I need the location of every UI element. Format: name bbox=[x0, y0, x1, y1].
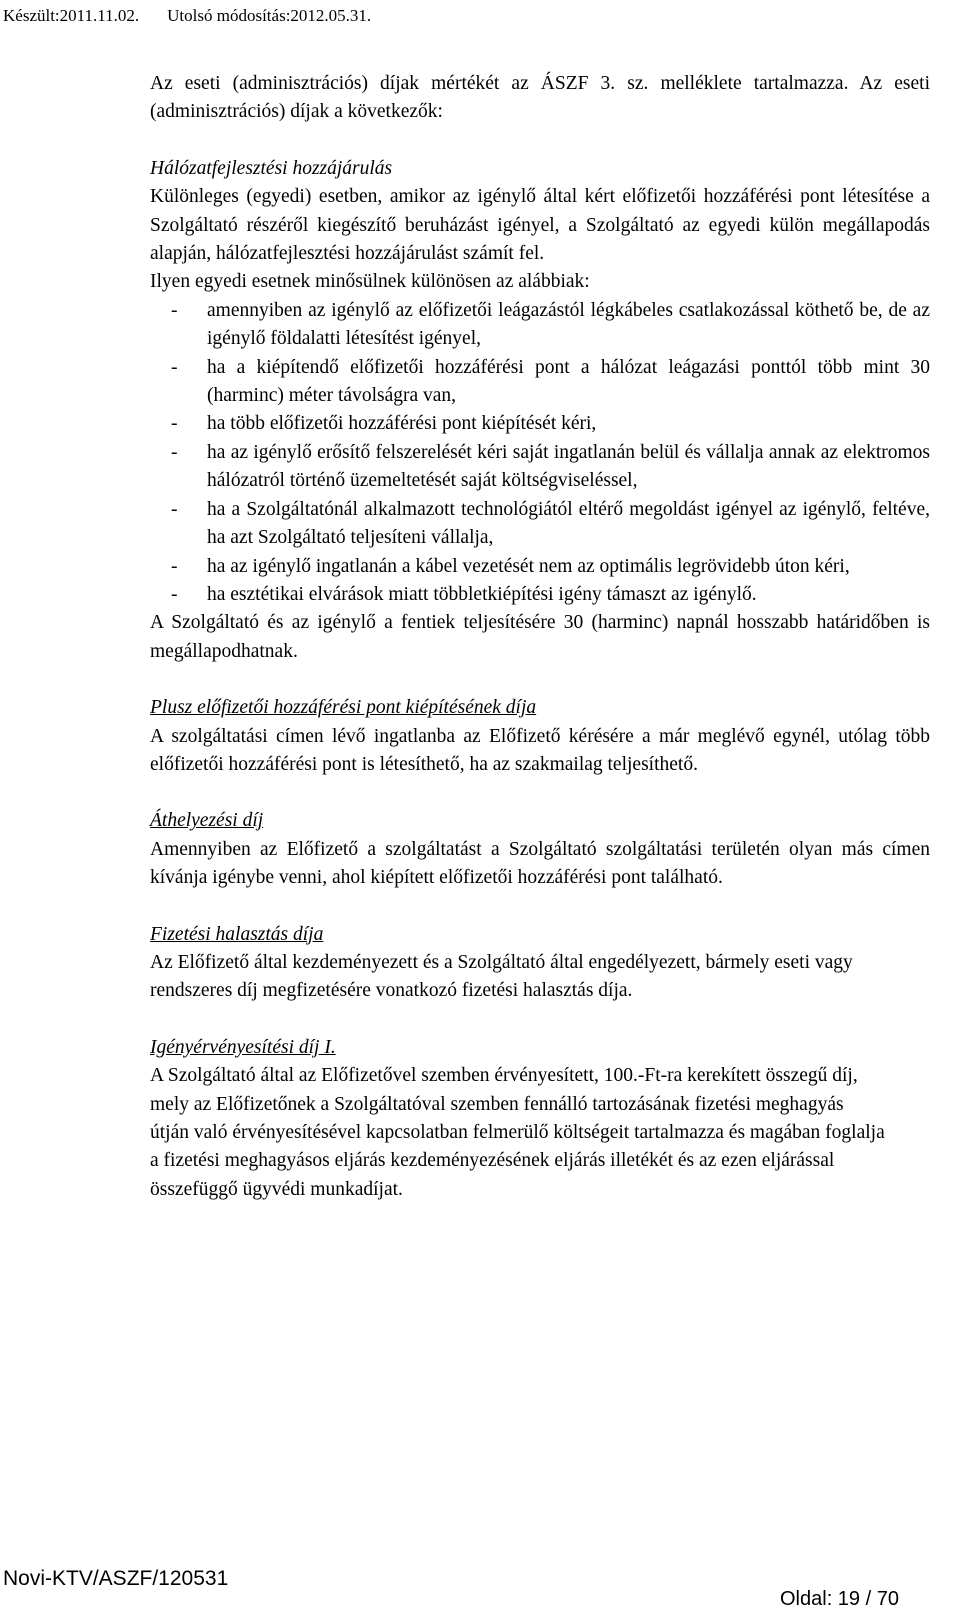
section-paragraph: Amennyiben az Előfizető a szolgáltatást a Szolgáltató szolgáltatási területén olyan más címen kívánja igénybe venni, ahol kiépített előfizetői hozzáférési pont található. bbox=[150, 838, 930, 889]
section-line: összefüggő ügyvédi munkadíjat. bbox=[150, 1178, 403, 1200]
list-item: - ha az igénylő ingatlanán a kábel vezetését nem az optimális legrövidebb úton kéri, bbox=[150, 553, 930, 581]
section-line: A Szolgáltató által az Előfizetővel szemben érvényesített, 100.-Ft-ra kerekített összegű díj, bbox=[150, 1065, 858, 1087]
section-title-payment-deferral: Fizetési halasztás díja bbox=[150, 923, 324, 945]
list-item: - ha az igénylő erősítő felszerelését kéri saját ingatlanán belül és vállalja annak az elektromos hálózatról történő üzemeltetését saját költségviseléssel, bbox=[150, 439, 930, 496]
section-paragraph: A szolgáltatási címen lévő ingatlanba az Előfizető kérésére a már meglévő egynél, utólag több előfizetői hozzáférési pont is létesíthető, ha az szakmailag teljesíthető. bbox=[150, 725, 930, 775]
page-header bbox=[3, 6, 399, 26]
section-title-extra-access-point: Plusz előfizetői hozzáférési pont kiépítésének díja bbox=[150, 697, 537, 719]
list-item: - amennyiben az igénylő az előfizetői leágazástól légkábeles csatlakozással köthető be, de az igénylő földalatti létesítést igényel, bbox=[150, 297, 930, 354]
conditions-list bbox=[150, 297, 930, 609]
list-item: - ha a Szolgáltatónál alkalmazott technológiától eltérő megoldást igényel az igénylő, feltéve, ha azt Szolgáltató teljesíteni vállalja, bbox=[150, 496, 930, 553]
list-item: - ha esztétikai elvárások miatt többletkiépítési igény támaszt az igénylő. bbox=[150, 581, 930, 609]
page-number: Oldal: 19 / 70 bbox=[780, 1588, 899, 1610]
list-item: - ha a kiépítendő előfizetői hozzáférési pont a hálózat leágazási ponttól több mint 30 (harminc) méter távolságra van, bbox=[150, 354, 930, 411]
created-date: Készült:2011.11.02. bbox=[3, 6, 140, 25]
section-line: a fizetési meghagyásos eljárás kezdeményezésének eljárás illetékét és az ezen eljárással bbox=[150, 1150, 835, 1172]
list-item: - ha több előfizetői hozzáférési pont kiépítését kéri, bbox=[150, 410, 930, 438]
section-paragraph: Különleges (egyedi) esetben, amikor az igénylő által kért előfizetői hozzáférési pont létesítése a Szolgáltató részéről kiegészítő beruházást igényel, a Szolgáltató az egyedi külön megállapodás alapján, hálózatfejlesztési hozzájárulást számít fel. bbox=[150, 186, 930, 265]
section-line: rendszeres díj megfizetésére vonatkozó fizetési halasztás díja. bbox=[150, 980, 633, 1002]
section-title-relocation-fee: Áthelyezési díj bbox=[150, 810, 264, 832]
section-line: Az Előfizető által kezdeményezett és a Szolgáltató által engedélyezett, bármely eseti vagy bbox=[150, 951, 853, 973]
intro-paragraph: Az eseti (adminisztrációs) díjak mértékét az ÁSZF 3. sz. melléklete tartalmazza. Az eseti (adminisztrációs) díjak a következők: bbox=[150, 73, 930, 123]
section-title-claim-fee: Igényérvényesítési díj I. bbox=[150, 1036, 336, 1058]
document-id: Novi-KTV/ASZF/120531 bbox=[3, 1567, 229, 1590]
modified-date: Utolsó módosítás:2012.05.31. bbox=[167, 6, 372, 25]
list-intro: Ilyen egyedi esetnek minősülnek különösen az alábbiak: bbox=[150, 271, 590, 293]
document-body bbox=[150, 70, 930, 1204]
section-title-network-development: Hálózatfejlesztési hozzájárulás bbox=[150, 157, 393, 179]
section-line: mely az Előfizetőnek a Szolgáltatóval szemben fennálló tartozásának fizetési meghagyás bbox=[150, 1093, 844, 1115]
section-closing: A Szolgáltató és az igénylő a fentiek teljesítésére 30 (harminc) napnál hosszabb határidőben is megállapodhatnak. bbox=[150, 612, 930, 662]
section-line: útján való érvényesítésével kapcsolatban felmerülő költségeit tartalmazza és magában foglalja bbox=[150, 1122, 885, 1143]
